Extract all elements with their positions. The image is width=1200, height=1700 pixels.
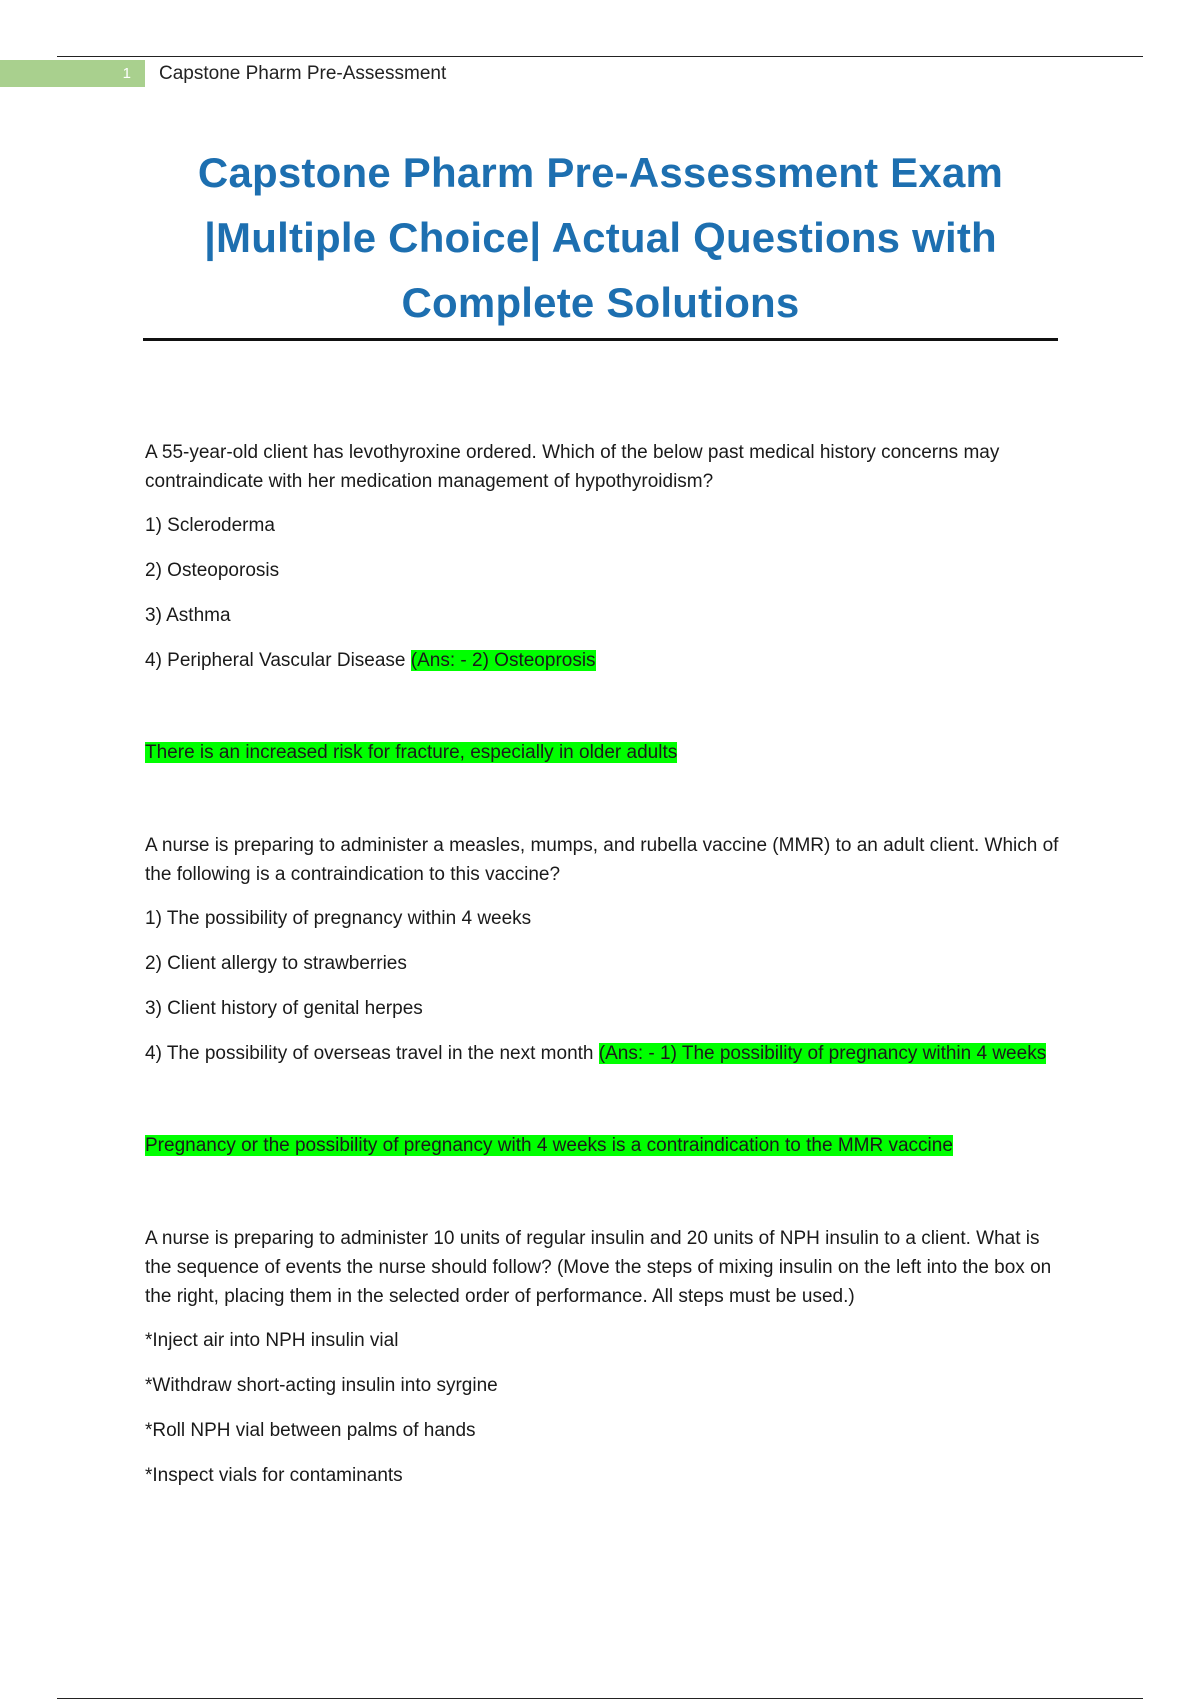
step-item: *Inspect vials for contaminants <box>145 1465 403 1486</box>
title-line-3: Complete Solutions <box>401 279 800 326</box>
answer-option-text: 4) The possibility of overseas travel in the next month <box>145 1043 594 1064</box>
highlighted-answer: (Ans: - 1) The possibility of pregnancy within 4 weeks <box>598 1043 1047 1064</box>
header-rule <box>57 56 1143 57</box>
highlighted-explanation: Pregnancy or the possibility of pregnancy with 4 weeks is a contraindication to the MMR vaccine <box>145 1135 953 1156</box>
footer-rule <box>57 1698 1143 1699</box>
question-2 <box>145 831 1065 1160</box>
answer-explanation <box>145 1131 1065 1160</box>
question-3 <box>145 1224 1065 1490</box>
question-text: A nurse is preparing to administer 10 units of regular insulin and 20 units of NPH insulin to a client. What is the sequence of events the nurse should follow? (Move the steps of mixing insulin on the left into the box on the right, placing them in the selected order of performance. All steps must be used.) <box>145 1228 1052 1307</box>
title-line-1: Capstone Pharm Pre-Assessment Exam <box>197 149 1004 196</box>
answer-option: 2) Client allergy to strawberries <box>145 953 407 974</box>
answer-option: 3) Client history of genital herpes <box>145 998 423 1019</box>
title-underline <box>143 338 1058 341</box>
answer-option: 3) Asthma <box>145 605 231 626</box>
questions-content <box>145 438 1065 1490</box>
answer-option: 2) Osteoporosis <box>145 560 280 581</box>
highlighted-answer: (Ans: - 2) Osteoprosis <box>410 650 596 671</box>
answer-option: 1) The possibility of pregnancy within 4 weeks <box>145 908 532 929</box>
document-title <box>143 140 1058 335</box>
title-line-2: |Multiple Choice| Actual Questions with <box>204 214 997 261</box>
step-item: *Withdraw short-acting insulin into syrgine <box>145 1375 498 1396</box>
step-item: *Roll NPH vial between palms of hands <box>145 1420 476 1441</box>
answer-option-with-answer <box>145 1039 1065 1068</box>
question-1 <box>145 438 1065 767</box>
step-item: *Inject air into NPH insulin vial <box>145 1330 399 1351</box>
question-text: A 55-year-old client has levothyroxine ordered. Which of the below past medical history concerns may contraindicate with her medication management of hypothyroidism? <box>145 442 1000 492</box>
question-text: A nurse is preparing to administer a measles, mumps, and rubella vaccine (MMR) to an adult client. Which of the following is a contraindication to this vaccine? <box>145 835 1059 885</box>
answer-explanation <box>145 738 1065 767</box>
answer-option-with-answer <box>145 646 1065 675</box>
highlighted-explanation: There is an increased risk for fracture, especially in older adults <box>145 742 678 763</box>
page-number-badge: 1 <box>0 60 145 87</box>
running-header-title: Capstone Pharm Pre-Assessment <box>159 63 447 84</box>
answer-option-text: 4) Peripheral Vascular Disease <box>145 650 406 671</box>
answer-option: 1) Scleroderma <box>145 515 275 536</box>
